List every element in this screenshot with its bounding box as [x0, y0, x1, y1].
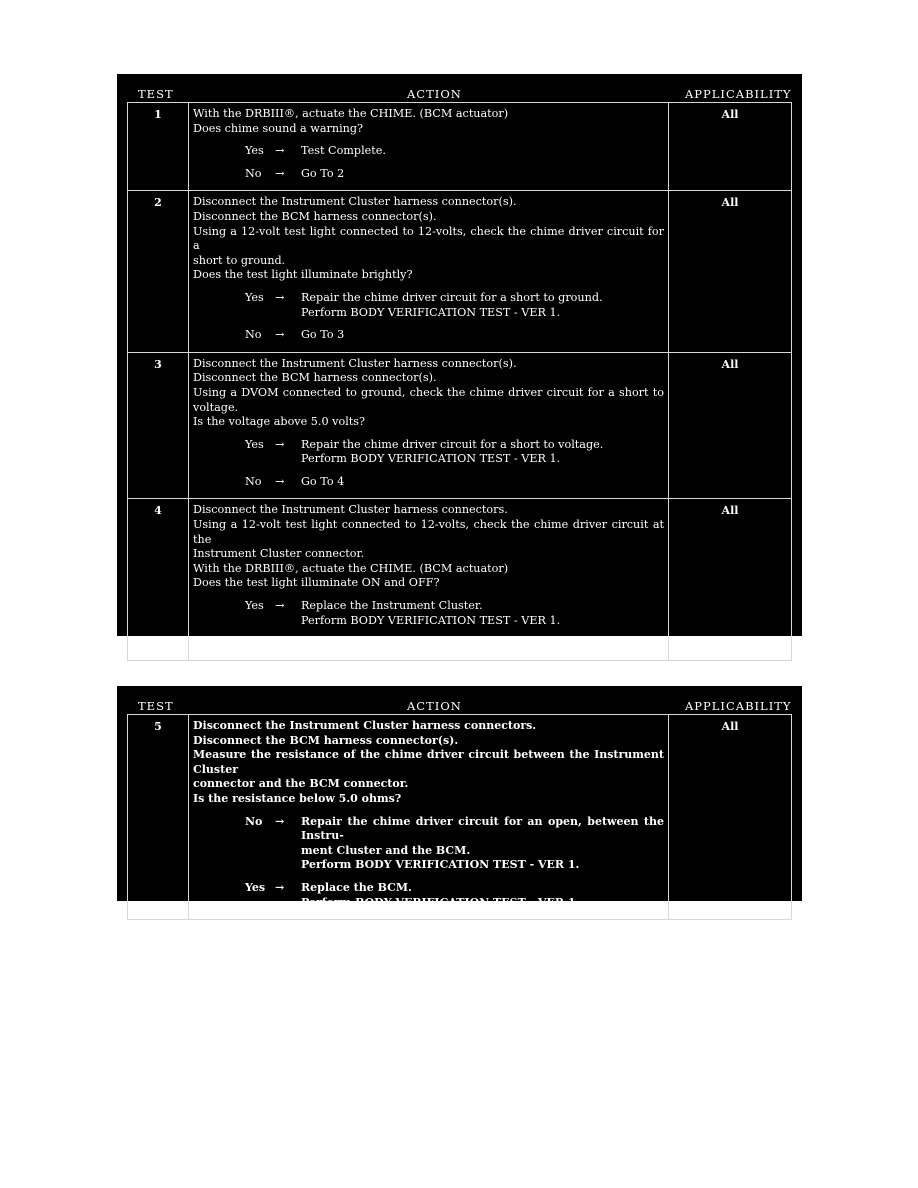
result-answer: Yes [245, 880, 266, 894]
result-text [301, 328, 664, 343]
table-header [127, 692, 792, 714]
action-line: Instrument Cluster connector. [193, 547, 365, 561]
action-cell [189, 715, 669, 919]
arrow-right-icon: → [275, 144, 285, 158]
action-line: Disconnect the Instrument Cluster harness connector(s). [193, 356, 517, 370]
action-line: With the DRBIII®, actuate the CHIME. (BCM actuator) [193, 107, 509, 120]
applicability-cell: All [721, 108, 739, 121]
action-line: short to ground. [193, 253, 286, 267]
arrow-right-icon: → [275, 636, 285, 650]
result-line: Perform BODY VERIFICATION TEST - VER 1. [301, 858, 580, 872]
result-text [301, 599, 664, 628]
result-branch [245, 291, 664, 320]
test-number: 4 [128, 499, 189, 659]
action-line: Does the test light illuminate brightly? [193, 268, 413, 282]
result-line: ment Cluster and the BCM. [301, 843, 471, 857]
result-line: Repair the chime driver circuit for an open, between the Instru- [301, 814, 664, 843]
applicability-cell: All [721, 357, 739, 371]
result-branch [245, 167, 664, 182]
table-row [127, 191, 792, 352]
action-line: Disconnect the Instrument Cluster harness connector(s). [193, 195, 517, 209]
table-row [127, 353, 792, 500]
action-cell [189, 103, 669, 190]
result-answer: No [245, 636, 262, 650]
result-line: Perform BODY VERIFICATION TEST - VER 1. [301, 452, 561, 466]
result-branch [245, 636, 664, 651]
result-answer: No [245, 166, 262, 180]
result-line: Go To 3 [301, 328, 345, 342]
test-number: 3 [128, 353, 189, 499]
action-line: Measure the resistance of the chime driver circuit between the Instrument Cluster [193, 748, 664, 776]
action-line: Is the resistance below 5.0 ohms? [193, 791, 402, 805]
action-line: Using a DVOM connected to ground, check the chime driver circuit for a short to [193, 385, 664, 399]
result-branch [245, 599, 664, 628]
result-text [301, 881, 664, 910]
action-line: Does the test light illuminate ON and OFF? [193, 576, 440, 590]
table-row [127, 102, 792, 191]
action-cell [189, 499, 669, 659]
table-body [127, 102, 792, 661]
action-line: With the DRBIII®, actuate the CHIME. (BCM actuator) [193, 561, 509, 575]
applicability-cell: All [721, 196, 739, 210]
test-number: 2 [128, 191, 189, 351]
arrow-right-icon: → [275, 474, 285, 488]
result-text [301, 815, 664, 873]
result-text [301, 475, 664, 490]
result-line: Test Complete. [301, 144, 386, 158]
result-branch [245, 144, 664, 159]
result-line: Go To 4 [301, 474, 345, 488]
result-line: Replace the BCM. [301, 880, 412, 894]
table-body [127, 714, 792, 920]
action-cell [189, 191, 669, 351]
result-answer: Yes [245, 437, 264, 451]
result-line: Perform BODY VERIFICATION TEST - VER 1. [301, 305, 561, 319]
arrow-right-icon: → [275, 328, 285, 342]
result-line: Go To 2 [301, 166, 345, 180]
header-action: ACTION [407, 87, 462, 101]
result-text [301, 636, 664, 651]
action-line: Disconnect the Instrument Cluster harness connectors. [193, 503, 508, 517]
action-line: Disconnect the BCM harness connector(s). [193, 209, 437, 223]
header-applicability: APPLICABILITY [685, 699, 792, 713]
result-answer: No [245, 328, 262, 342]
result-answer: Yes [245, 144, 264, 158]
action-line: voltage. [193, 400, 239, 414]
arrow-right-icon: → [275, 166, 285, 180]
diagnostic-table-2 [117, 686, 802, 909]
result-answer: No [245, 814, 263, 828]
result-line: Perform BODY VERIFICATION TEST - VER 1. [301, 613, 561, 627]
test-number: 5 [128, 715, 189, 919]
result-text [301, 291, 664, 320]
action-cell [189, 353, 669, 499]
applicability-cell: All [721, 720, 739, 733]
result-branch [245, 475, 664, 490]
table-header [127, 80, 792, 102]
result-answer: No [245, 474, 262, 488]
action-line: Disconnect the BCM harness connector(s). [193, 733, 459, 747]
test-number: 1 [128, 103, 189, 190]
action-line: Does chime sound a warning? [193, 121, 364, 135]
arrow-right-icon: → [275, 814, 285, 828]
result-branch [245, 881, 664, 910]
result-branch [245, 438, 664, 467]
header-test: TEST [138, 699, 174, 713]
action-line: Is the voltage above 5.0 volts? [193, 415, 366, 429]
arrow-right-icon: → [275, 437, 285, 451]
action-line: Disconnect the Instrument Cluster harness connectors. [193, 719, 537, 732]
arrow-right-icon: → [275, 880, 285, 894]
action-line: Using a 12-volt test light connected to 12-volts, check the chime driver circuit at the [193, 518, 664, 546]
result-line: Go To 5 [301, 636, 345, 650]
applicability-cell: All [721, 504, 739, 518]
arrow-right-icon: → [275, 599, 285, 613]
table-row [127, 499, 792, 660]
result-text [301, 167, 664, 182]
result-answer: Yes [245, 290, 264, 304]
action-line: Using a 12-volt test light connected to 12-volts, check the chime driver circuit for a [193, 224, 664, 253]
arrow-right-icon: → [275, 290, 285, 304]
diagnostic-table-1 [117, 74, 802, 650]
result-line: Repair the chime driver circuit for a short to voltage. [301, 437, 604, 451]
header-test: TEST [138, 87, 174, 101]
action-line: connector and the BCM connector. [193, 777, 409, 791]
result-branch [245, 815, 664, 873]
result-branch [245, 328, 664, 343]
table-row [127, 714, 792, 920]
result-line: Replace the Instrument Cluster. [301, 599, 483, 613]
result-answer: Yes [245, 599, 264, 613]
result-line: Perform BODY VERIFICATION TEST - VER 1. [301, 895, 580, 909]
action-line: Disconnect the BCM harness connector(s). [193, 371, 437, 385]
result-text [301, 438, 664, 467]
result-text [301, 144, 664, 159]
header-action: ACTION [407, 699, 462, 713]
result-line: Repair the chime driver circuit for a short to ground. [301, 290, 603, 304]
header-applicability: APPLICABILITY [685, 87, 792, 101]
